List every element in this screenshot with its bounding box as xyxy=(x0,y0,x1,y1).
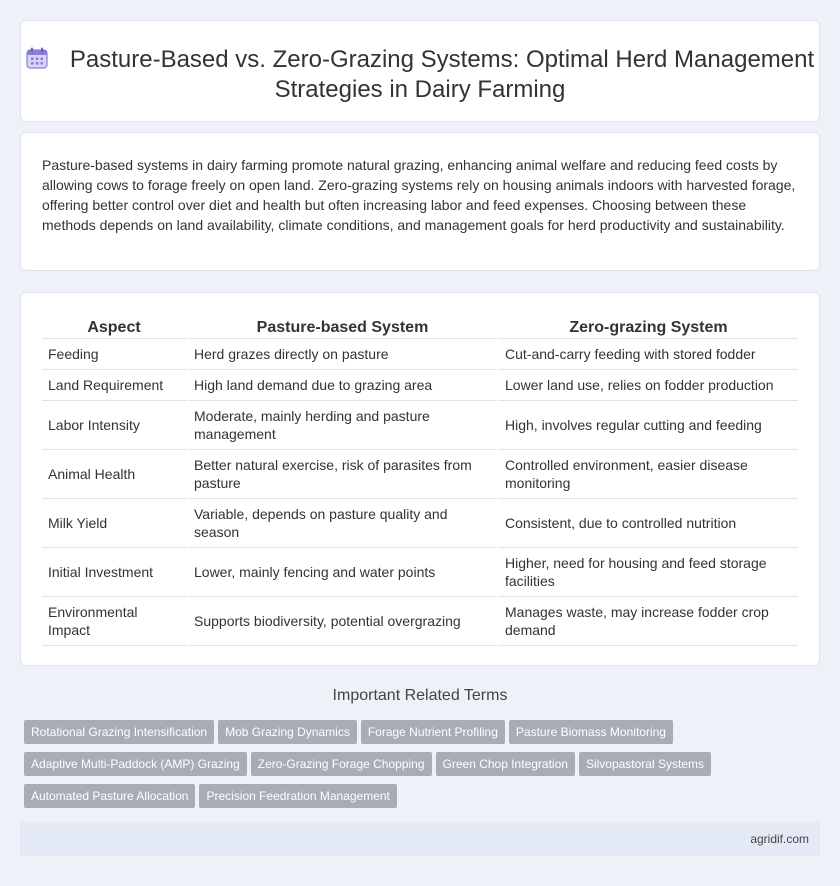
tag-zero-grazing-forage-chopping[interactable]: Zero-Grazing Forage Chopping xyxy=(251,752,432,776)
table-header-row xyxy=(42,313,798,338)
tag-adaptive-multi-paddock-grazing[interactable]: Adaptive Multi-Paddock (AMP) Grazing xyxy=(24,752,247,776)
table-cell-zero-grazing: Lower land use, relies on fodder production xyxy=(498,369,798,400)
table-cell-pasture: Lower, mainly fencing and water points xyxy=(187,547,498,596)
column-header-pasture: Pasture-based System xyxy=(187,313,498,338)
tag-row xyxy=(24,752,724,784)
tag-rotational-grazing-intensification[interactable]: Rotational Grazing Intensification xyxy=(24,720,214,744)
table-cell-zero-grazing: Controlled environment, easier disease monitoring xyxy=(498,449,798,498)
tag-green-chop-integration[interactable]: Green Chop Integration xyxy=(436,752,575,776)
table-row xyxy=(42,449,798,498)
tag-silvopastoral-systems[interactable]: Silvopastoral Systems xyxy=(579,752,711,776)
footer-site-link[interactable]: agridif.com xyxy=(750,832,809,846)
table-cell-aspect: Milk Yield xyxy=(42,498,187,547)
table-row xyxy=(42,338,798,369)
table-cell-pasture: Moderate, mainly herding and pasture management xyxy=(187,400,498,449)
table-cell-pasture: Supports biodiversity, potential overgrazing xyxy=(187,596,498,645)
intro-paragraph: Pasture-based systems in dairy farming promote natural grazing, enhancing animal welfare and reducing feed costs by allowing cows to forage freely on open land. Zero-grazing systems rely on housing animals indoors with harvested forage, offering better control over diet and health but often increasing labor and feed expenses. Choosing between these methods depends on land availability, climate conditions, and management goals for herd productivity and sustainability. xyxy=(42,157,796,233)
page-title-row xyxy=(21,45,819,105)
tag-row xyxy=(24,784,724,816)
table-cell-aspect: Feeding xyxy=(42,338,187,369)
table-cell-aspect: Environmental Impact xyxy=(42,596,187,645)
table-row xyxy=(42,547,798,596)
tag-pasture-biomass-monitoring[interactable]: Pasture Biomass Monitoring xyxy=(509,720,673,744)
table-cell-aspect: Labor Intensity xyxy=(42,400,187,449)
title-card xyxy=(20,20,820,122)
table-cell-aspect: Initial Investment xyxy=(42,547,187,596)
tag-precision-feedration-management[interactable]: Precision Feedration Management xyxy=(199,784,396,808)
table-row xyxy=(42,400,798,449)
tag-forage-nutrient-profiling[interactable]: Forage Nutrient Profiling xyxy=(361,720,505,744)
tag-mob-grazing-dynamics[interactable]: Mob Grazing Dynamics xyxy=(218,720,357,744)
table-cell-zero-grazing: Manages waste, may increase fodder crop demand xyxy=(498,596,798,645)
table-cell-pasture: Variable, depends on pasture quality and season xyxy=(187,498,498,547)
page-title: Pasture-Based vs. Zero-Grazing Systems: Optimal Herd Management Strategies in Dairy Farming xyxy=(69,46,815,103)
table-cell-aspect: Animal Health xyxy=(42,449,187,498)
comparison-card xyxy=(20,292,820,666)
calendar-icon xyxy=(26,47,48,69)
table-cell-zero-grazing: Cut-and-carry feeding with stored fodder xyxy=(498,338,798,369)
column-header-zero-grazing: Zero-grazing System xyxy=(498,313,798,338)
tag-row xyxy=(24,720,724,752)
related-terms-list xyxy=(24,720,724,816)
column-header-aspect: Aspect xyxy=(42,313,187,338)
table-row xyxy=(42,596,798,645)
table-cell-pasture: High land demand due to grazing area xyxy=(187,369,498,400)
table-cell-aspect: Land Requirement xyxy=(42,369,187,400)
tag-automated-pasture-allocation[interactable]: Automated Pasture Allocation xyxy=(24,784,195,808)
table-row xyxy=(42,498,798,547)
table-cell-pasture: Better natural exercise, risk of parasites from pasture xyxy=(187,449,498,498)
table-cell-zero-grazing: Consistent, due to controlled nutrition xyxy=(498,498,798,547)
table-row xyxy=(42,369,798,400)
table-cell-pasture: Herd grazes directly on pasture xyxy=(187,338,498,369)
table-cell-zero-grazing: Higher, need for housing and feed storage facilities xyxy=(498,547,798,596)
comparison-table xyxy=(42,313,798,646)
related-terms-heading: Important Related Terms xyxy=(332,687,508,704)
table-cell-zero-grazing: High, involves regular cutting and feeding xyxy=(498,400,798,449)
footer-bar xyxy=(20,822,820,856)
intro-card xyxy=(20,132,820,271)
